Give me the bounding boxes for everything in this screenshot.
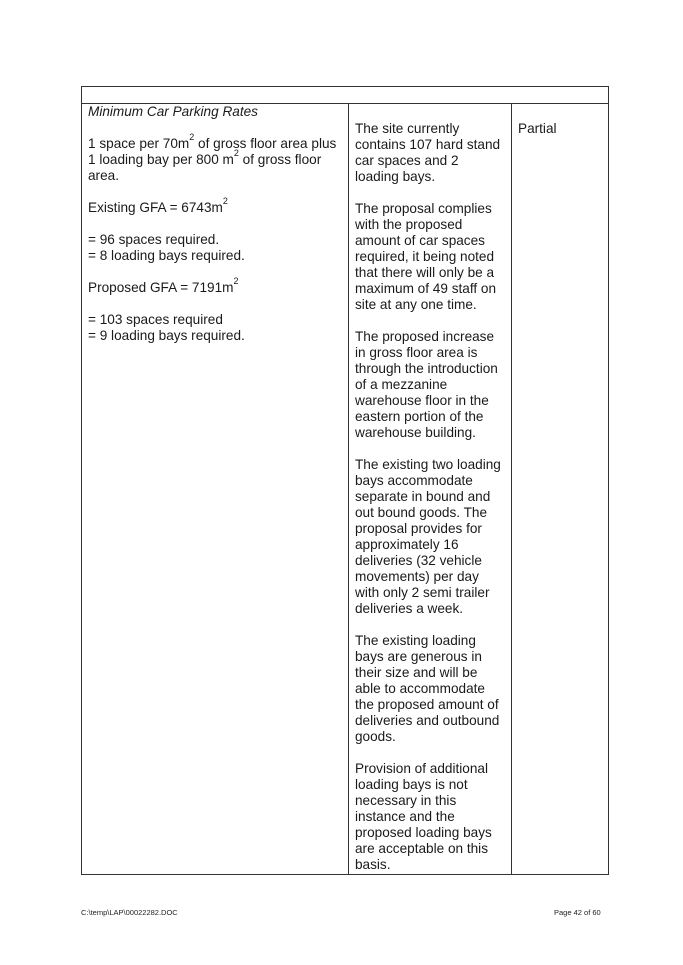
assessment-cell	[355, 104, 505, 874]
proposed-bays: = 9 loading bays required.	[88, 328, 245, 343]
assessment-paragraph: The existing loading bays are generous in their size and will be able to accommodate the proposed amount of deliveries and outbound goods.	[355, 633, 500, 744]
existing-requirements	[88, 232, 344, 264]
assessment-table	[81, 86, 609, 875]
table-header-row	[82, 87, 608, 104]
existing-gfa: Existing GFA = $6743m^2$	[88, 196, 228, 215]
column-divider	[348, 103, 349, 874]
existing-bays: = 8 loading bays required.	[88, 248, 245, 263]
compliance-cell	[518, 104, 606, 874]
requirement-cell	[88, 104, 344, 874]
column-divider	[511, 103, 512, 874]
assessment-paragraph: The site currently contains 107 hard stand car spaces and 2 loading bays.	[355, 121, 501, 184]
assessment-paragraph: The existing two loading bays accommodate separate in bound and out bound goods. The proposal provides for approximately 16 deliveries (32 vehicle movements) per day with only 2 semi trailer deliveries a week.	[355, 457, 501, 616]
footer-page-number: Page 42 of 60	[554, 908, 601, 917]
existing-spaces: = 96 spaces required.	[88, 232, 220, 247]
compliance-status: Partial	[518, 121, 557, 136]
footer-file-path: C:\temp\LAP\00022282.DOC	[81, 908, 178, 917]
proposed-gfa: Proposed GFA = $7191m^2$	[88, 276, 239, 295]
parking-rate-text: 1 space per $70m^2$ of gross floor area plus 1 loading bay per 800 $m^2$ of gross floor area.	[88, 132, 337, 183]
assessment-paragraph: The proposal complies with the proposed amount of car spaces required, it being noted that there will only be a maximum of 49 staff on site at any one time.	[355, 201, 497, 312]
assessment-paragraph: Provision of additional loading bays is not necessary in this instance and the proposed loading bays are acceptable on this basis.	[355, 761, 492, 872]
requirement-title: Minimum Car Parking Rates	[88, 104, 258, 119]
proposed-requirements	[88, 312, 344, 344]
proposed-spaces: = 103 spaces required	[88, 312, 223, 327]
assessment-paragraph: The proposed increase in gross floor area is through the introduction of a mezzanine warehouse floor in the eastern portion of the warehouse building.	[355, 329, 498, 440]
